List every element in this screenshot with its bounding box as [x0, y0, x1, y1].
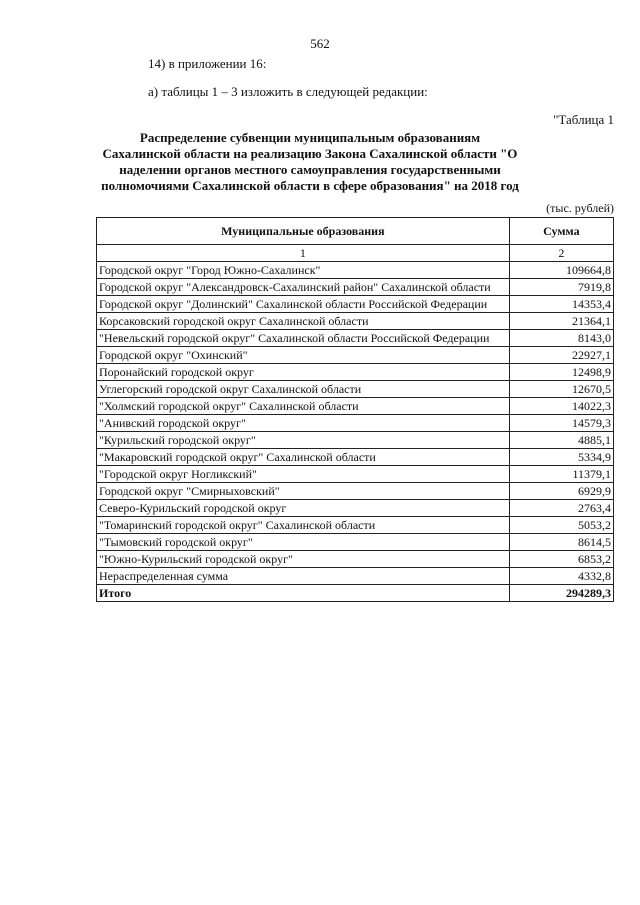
municipality-sum: 4332,8 — [509, 568, 613, 585]
table-row — [97, 262, 614, 279]
municipality-name: "Томаринский городской округ" Сахалинской области — [97, 517, 510, 534]
municipality-sum: 6853,2 — [509, 551, 613, 568]
municipality-sum: 14022,3 — [509, 398, 613, 415]
municipality-sum: 4885,1 — [509, 432, 613, 449]
municipality-sum: 2763,4 — [509, 500, 613, 517]
municipality-name: Северо-Курильский городской округ — [97, 500, 510, 517]
municipality-name: Городской округ "Смирныховский" — [97, 483, 510, 500]
table-title: Распределение субвенции муниципальным образованиям Сахалинской области на реализацию Закона Сахалинской области "О наделении органов местного самоуправления государственными полномочиями Сахалинской области в сфере образования" на 2018 год — [101, 130, 519, 193]
table-row — [97, 551, 614, 568]
table-row — [97, 449, 614, 466]
page-number: 562 — [310, 36, 330, 51]
table-row — [97, 432, 614, 449]
units-label: (тыс. рублей) — [546, 201, 614, 215]
item-text: 14) в приложении 16: — [148, 56, 267, 71]
municipality-name: "Анивский городской округ" — [97, 415, 510, 432]
municipality-name: Углегорский городской округ Сахалинской области — [97, 381, 510, 398]
municipality-sum: 12670,5 — [509, 381, 613, 398]
municipality-sum: 11379,1 — [509, 466, 613, 483]
municipality-sum: 8143,0 — [509, 330, 613, 347]
column-number-row — [97, 245, 614, 262]
municipality-sum: 14353,4 — [509, 296, 613, 313]
municipality-sum: 5334,9 — [509, 449, 613, 466]
table-row — [97, 534, 614, 551]
table-row — [97, 415, 614, 432]
table-row — [97, 313, 614, 330]
column-number-2: 2 — [509, 245, 613, 262]
total-sum: 294289,3 — [509, 585, 613, 602]
municipality-name: Городской округ "Город Южно-Сахалинск" — [97, 262, 510, 279]
municipality-name: Городской округ "Охинский" — [97, 347, 510, 364]
municipality-sum: 14579,3 — [509, 415, 613, 432]
table-row — [97, 296, 614, 313]
table-row — [97, 347, 614, 364]
municipality-name: "Южно-Курильский городской округ" — [97, 551, 510, 568]
table-row — [97, 364, 614, 381]
table-row — [97, 483, 614, 500]
municipality-name: Городской округ "Долинский" Сахалинской области Российской Федерации — [97, 296, 510, 313]
municipality-sum: 109664,8 — [509, 262, 613, 279]
municipality-sum: 22927,1 — [509, 347, 613, 364]
table-row — [97, 466, 614, 483]
municipality-name: Поронайский городской округ — [97, 364, 510, 381]
table-row — [97, 568, 614, 585]
municipality-name: "Курильский городской округ" — [97, 432, 510, 449]
municipality-name: "Тымовский городской округ" — [97, 534, 510, 551]
municipality-name: Корсаковский городской округ Сахалинской области — [97, 313, 510, 330]
municipality-sum: 6929,9 — [509, 483, 613, 500]
header-sum: Сумма — [509, 218, 613, 245]
header-municipalities: Муниципальные образования — [97, 218, 510, 245]
municipality-name: "Холмский городской округ" Сахалинской области — [97, 398, 510, 415]
table-row — [97, 381, 614, 398]
table-row — [97, 500, 614, 517]
subitem-text: а) таблицы 1 – 3 изложить в следующей редакции: — [148, 84, 428, 99]
subsidy-table — [96, 217, 614, 602]
table-row — [97, 279, 614, 296]
header-row — [97, 218, 614, 245]
municipality-sum: 12498,9 — [509, 364, 613, 381]
table-row — [97, 398, 614, 415]
total-label: Итого — [97, 585, 510, 602]
municipality-sum: 8614,5 — [509, 534, 613, 551]
municipality-name: "Городской округ Ногликский" — [97, 466, 510, 483]
table-reference: "Таблица 1 — [553, 112, 614, 127]
municipality-sum: 7919,8 — [509, 279, 613, 296]
municipality-name: "Невельский городской округ" Сахалинской области Российской Федерации — [97, 330, 510, 347]
municipality-sum: 5053,2 — [509, 517, 613, 534]
municipality-name: "Макаровский городской округ" Сахалинской области — [97, 449, 510, 466]
column-number-1: 1 — [97, 245, 510, 262]
table-row — [97, 517, 614, 534]
table-row — [97, 330, 614, 347]
municipality-name: Нераспределенная сумма — [97, 568, 510, 585]
municipality-sum: 21364,1 — [509, 313, 613, 330]
municipality-name: Городской округ "Александровск-Сахалинский район" Сахалинской области — [97, 279, 510, 296]
total-row — [97, 585, 614, 602]
